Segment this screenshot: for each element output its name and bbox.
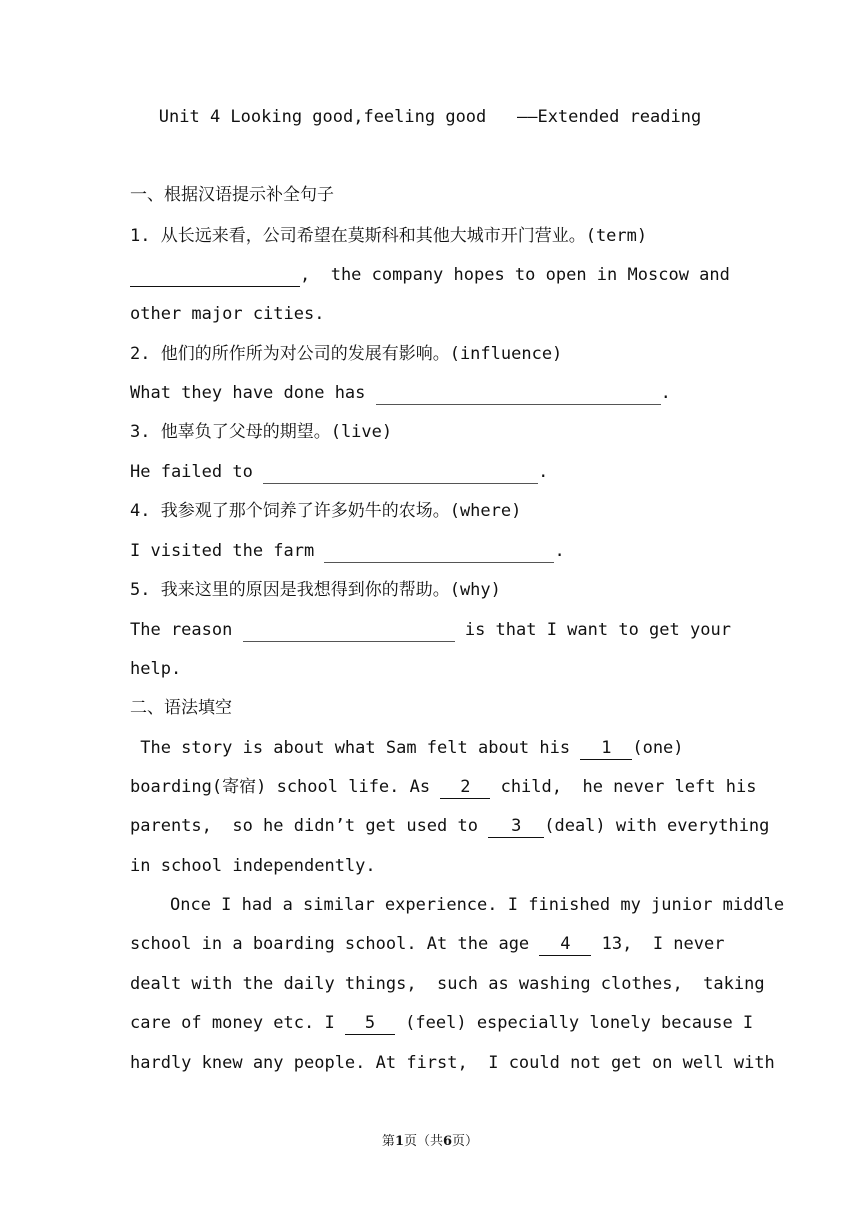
- q5-after: is that I want to get your: [454, 620, 731, 640]
- section2-heading: 二、语法填空: [130, 698, 232, 718]
- p1-line1: [130, 737, 730, 760]
- q4-blank[interactable]: [324, 540, 554, 563]
- blank-3[interactable]: 3: [488, 815, 544, 838]
- p1-l1-text: The story is about what Sam felt about his: [130, 738, 581, 758]
- q4-prompt: 4. 我参观了那个饲养了许多奶牛的农场。(where): [130, 501, 522, 521]
- blank-5[interactable]: 5: [345, 1012, 395, 1035]
- q2-before: What they have done has: [130, 383, 376, 403]
- p2-line3: dealt with the daily things, such as washing clothes, taking: [130, 974, 765, 994]
- p2-l2-text: school in a boarding school. At the age: [130, 934, 540, 954]
- p2-line4: [130, 1012, 754, 1035]
- blank-2[interactable]: 2: [440, 776, 490, 799]
- q5-answer-line: [130, 619, 730, 642]
- blank-1[interactable]: 1: [580, 737, 632, 760]
- q5-before: The reason: [130, 620, 243, 640]
- p2-line5: hardly knew any people. At first, I could not get on well with: [130, 1053, 775, 1073]
- page-footer: [0, 1130, 860, 1149]
- p1-line4: in school independently.: [130, 856, 376, 876]
- p2-line1: Once I had a similar experience. I finished my junior middle: [170, 895, 785, 915]
- q4-after: .: [554, 541, 565, 561]
- p1-l1-rest: (one): [632, 738, 684, 758]
- p2-l4-rest: (feel) especially lonely because I: [394, 1013, 754, 1033]
- p1-line3: [130, 815, 770, 838]
- q2-prompt: 2. 他们的所作所为对公司的发展有影响。(influence): [130, 344, 563, 364]
- q3-answer-line: [130, 461, 730, 484]
- footer-page-number: 1: [394, 1134, 404, 1149]
- q1-answer-line: [130, 264, 730, 287]
- q1-prompt: 1. 从长远来看，公司希望在莫斯科和其他大城市开门营业。(term): [130, 226, 648, 246]
- p2-l2-rest: 13, I never: [591, 934, 725, 954]
- q2-blank[interactable]: [376, 382, 661, 405]
- q3-blank[interactable]: [263, 461, 538, 484]
- q3-before: He failed to: [130, 462, 264, 482]
- footer-pre: 第: [381, 1134, 395, 1149]
- q5-blank[interactable]: [243, 619, 455, 642]
- q4-before: I visited the farm: [130, 541, 325, 561]
- p2-l4-text: care of money etc. I: [130, 1013, 345, 1033]
- q1-blank[interactable]: [130, 264, 300, 287]
- section1-heading: 一、根据汉语提示补全句子: [130, 185, 334, 205]
- q2-after: .: [660, 383, 671, 403]
- p1-l2-rest: child, he never left his: [490, 777, 757, 797]
- p1-line2: [130, 776, 757, 799]
- q3-prompt: 3. 他辜负了父母的期望。(live): [130, 422, 393, 442]
- q4-answer-line: [130, 540, 730, 563]
- p1-l3-rest: (deal) with everything: [544, 816, 770, 836]
- q5-prompt: 5. 我来这里的原因是我想得到你的帮助。(why): [130, 580, 501, 600]
- blank-4[interactable]: 4: [539, 933, 591, 956]
- footer-total-pages: 6: [443, 1134, 453, 1149]
- p2-line2: [130, 933, 730, 956]
- q1-line-rest: , the company hopes to open in Moscow and: [300, 265, 730, 285]
- document-title: Unit 4 Looking good,feeling good ——Extended reading: [158, 107, 702, 127]
- p1-l3-text: parents, so he didn’t get used to: [130, 816, 489, 836]
- p1-l2-text: boarding(寄宿) school life. As: [130, 777, 441, 797]
- footer-post: 页）: [452, 1134, 479, 1149]
- q2-answer-line: [130, 382, 730, 405]
- q1-line2: other major cities.: [130, 304, 325, 324]
- q5-line2: help.: [130, 659, 182, 679]
- footer-mid: 页（共: [403, 1134, 443, 1149]
- q3-after: .: [538, 462, 549, 482]
